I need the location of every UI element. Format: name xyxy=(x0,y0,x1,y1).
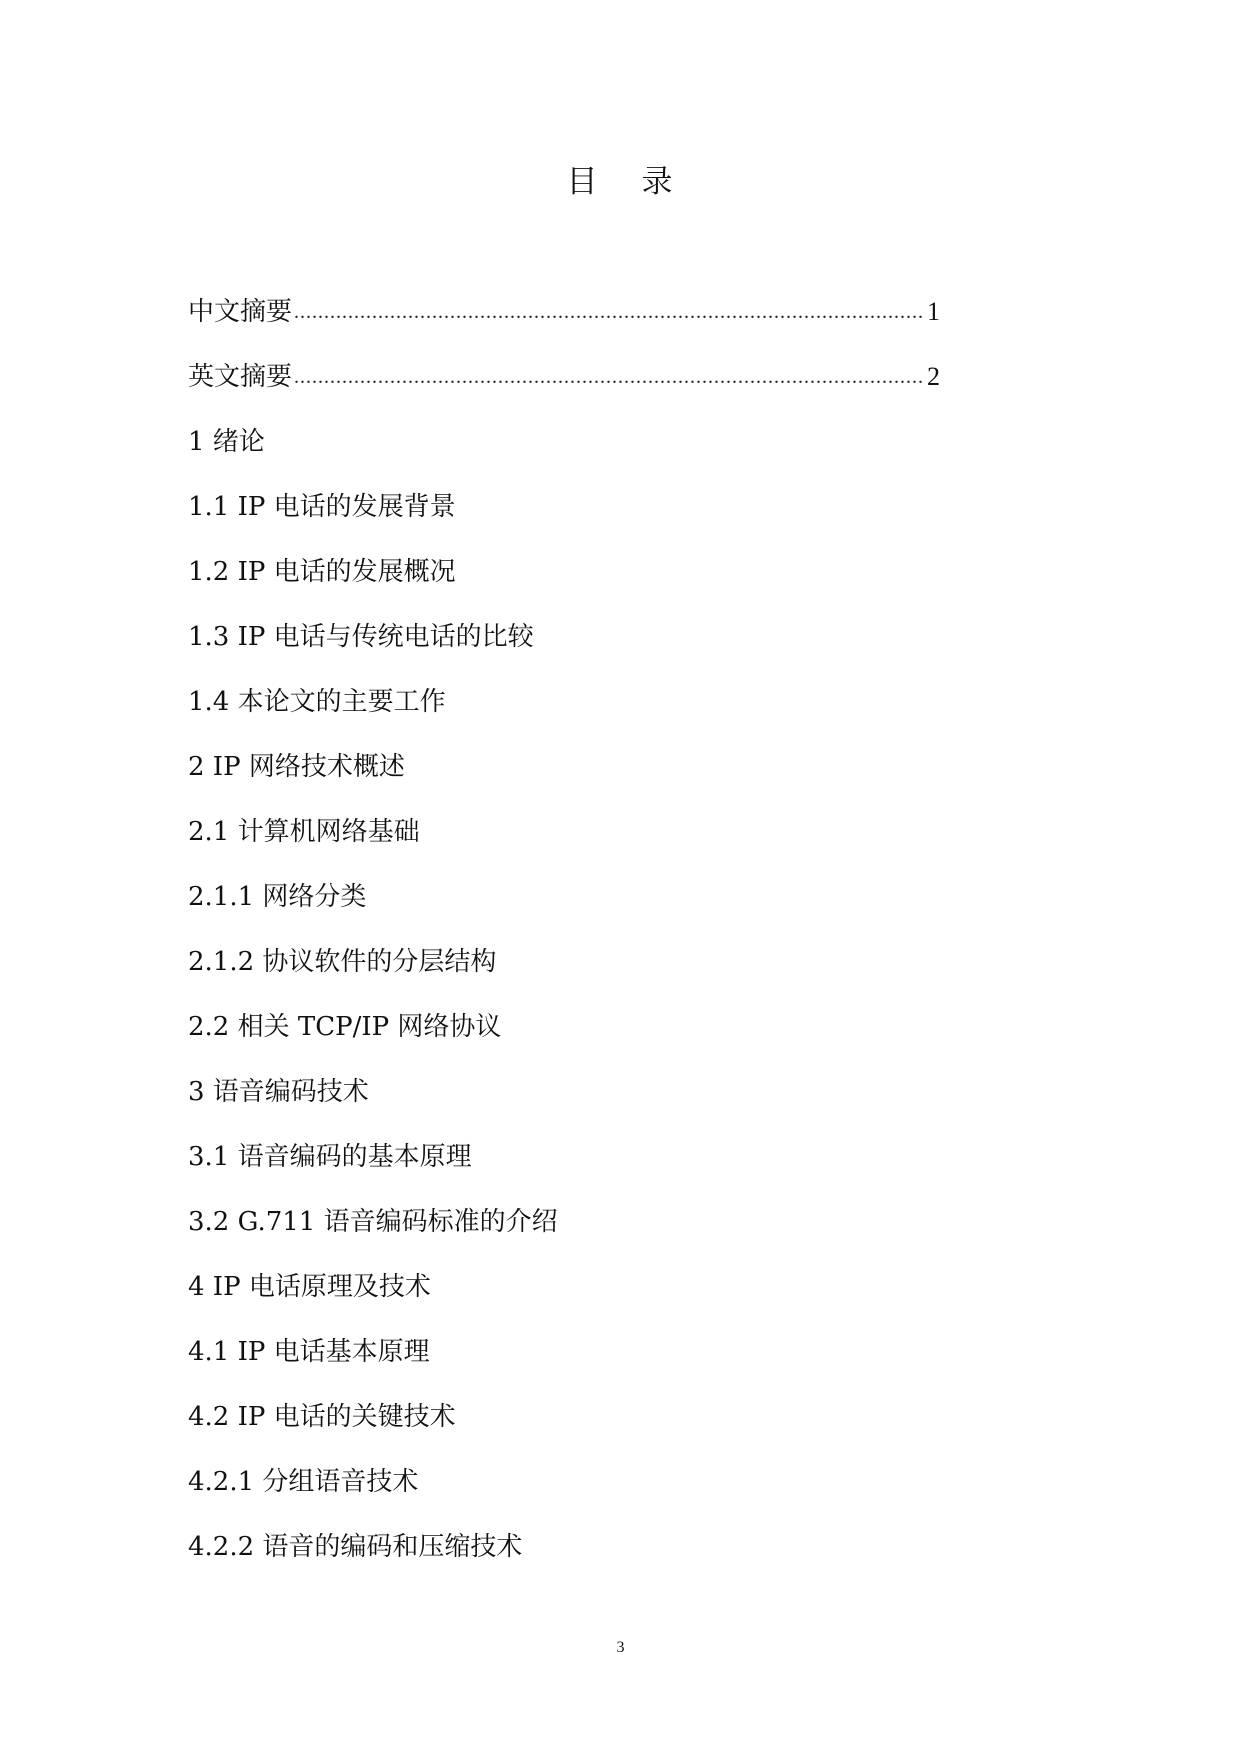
toc-entry-label: 2.1.1 网络分类 xyxy=(188,882,367,912)
toc-entry[interactable] xyxy=(188,420,940,485)
toc-entry[interactable] xyxy=(188,485,940,550)
toc-entry[interactable] xyxy=(188,355,940,420)
toc-entry-label: 1.4 本论文的主要工作 xyxy=(188,687,446,717)
toc-entry[interactable] xyxy=(188,745,940,810)
toc-entry[interactable] xyxy=(188,1460,940,1525)
dot-leader xyxy=(294,290,925,334)
toc-entry[interactable] xyxy=(188,290,940,355)
toc-entry-label: 3 语音编码技术 xyxy=(188,1077,369,1107)
toc-entry-label: 1.2 IP 电话的发展概况 xyxy=(188,557,456,587)
toc-entry-label: 4.2 IP 电话的关键技术 xyxy=(188,1402,456,1432)
toc-entry[interactable] xyxy=(188,615,940,680)
toc-entry[interactable] xyxy=(188,875,940,940)
toc-entry[interactable] xyxy=(188,1395,940,1460)
toc-entry-label: 1 绪论 xyxy=(188,427,265,457)
toc-entry-label: 4.2.2 语音的编码和压缩技术 xyxy=(188,1532,523,1562)
toc-entry[interactable] xyxy=(188,810,940,875)
toc-entry[interactable] xyxy=(188,1070,940,1135)
toc-list xyxy=(188,290,940,1590)
toc-entry[interactable] xyxy=(188,1005,940,1070)
toc-title-char-1: 目 xyxy=(566,164,600,200)
toc-entry-label: 4.1 IP 电话基本原理 xyxy=(188,1337,430,1367)
toc-entry-label: 1.1 IP 电话的发展背景 xyxy=(188,492,456,522)
toc-entry-label: 中文摘要 xyxy=(188,297,293,327)
toc-entry-label: 4.2.1 分组语音技术 xyxy=(188,1467,419,1497)
toc-title xyxy=(0,160,1241,204)
toc-entry-label: 4 IP 电话原理及技术 xyxy=(188,1272,431,1302)
toc-entry-page: 1 xyxy=(927,297,940,326)
toc-entry[interactable] xyxy=(188,1525,940,1590)
toc-entry-label: 3.1 语音编码的基本原理 xyxy=(188,1142,472,1172)
toc-entry[interactable] xyxy=(188,1330,940,1395)
toc-entry-label: 3.2 G.711 语音编码标准的介绍 xyxy=(188,1207,558,1237)
toc-entry[interactable] xyxy=(188,1265,940,1330)
toc-entry[interactable] xyxy=(188,550,940,615)
toc-title-char-2: 录 xyxy=(641,164,675,200)
toc-entry-label: 2.1.2 协议软件的分层结构 xyxy=(188,947,497,977)
toc-entry[interactable] xyxy=(188,1135,940,1200)
toc-entry-label: 2 IP 网络技术概述 xyxy=(188,752,405,782)
toc-entry-label: 2.1 计算机网络基础 xyxy=(188,817,420,847)
toc-entry[interactable] xyxy=(188,1200,940,1265)
toc-entry[interactable] xyxy=(188,680,940,745)
toc-entry-label: 2.2 相关 TCP/IP 网络协议 xyxy=(188,1012,502,1042)
toc-entry-label: 英文摘要 xyxy=(188,362,293,392)
toc-entry[interactable] xyxy=(188,940,940,1005)
page-number: 3 xyxy=(616,1639,625,1656)
toc-entry-page: 2 xyxy=(927,362,940,391)
toc-entry-label: 1.3 IP 电话与传统电话的比较 xyxy=(188,622,534,652)
dot-leader xyxy=(294,355,925,399)
